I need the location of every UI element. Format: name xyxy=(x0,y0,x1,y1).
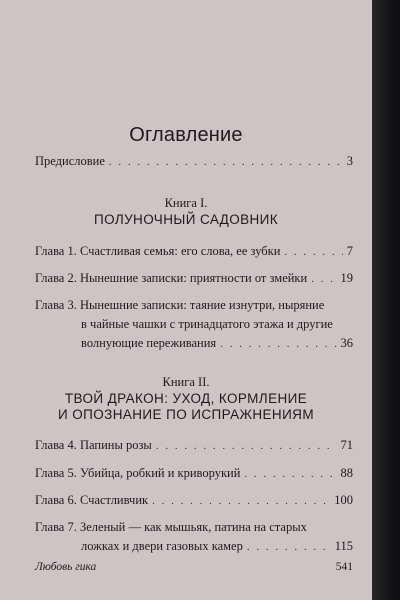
toc-entry-label: Глава 5. Убийца, робкий и криворукий xyxy=(35,466,241,480)
toc-page-number: 19 xyxy=(340,271,353,285)
toc-entry-label: Глава 4. Папины розы xyxy=(35,438,152,452)
dot-leader xyxy=(284,246,342,258)
page-title: Оглавление xyxy=(129,124,243,146)
dot-leader xyxy=(311,273,336,285)
book-title-line: ПОЛУНОЧНЫЙ САДОВНИК xyxy=(93,212,279,227)
toc-entry-chapter-3-line-1[interactable] xyxy=(35,298,353,313)
toc-page-number: 100 xyxy=(334,493,353,507)
toc-page-number: 115 xyxy=(334,539,353,553)
toc-entry-preface[interactable] xyxy=(35,154,353,169)
toc-entry-label: Глава 7. Зеленый — как мышьяк, патина на старых xyxy=(35,520,307,534)
toc-entry-label: волнующие переживания xyxy=(81,336,217,350)
toc-entry-chapter-3-line-3[interactable] xyxy=(81,336,353,351)
toc-entry-chapter-1[interactable] xyxy=(35,244,353,259)
toc-page-number: 7 xyxy=(346,244,353,258)
toc-entry-label: Глава 1. Счастливая семья: его слова, ее зубки xyxy=(35,244,281,258)
toc-entry-label: в чайные чашки с тринадцатого этажа и другие xyxy=(81,317,333,331)
dot-leader xyxy=(156,440,337,452)
toc-entry-chapter-6[interactable] xyxy=(35,493,353,508)
toc-entry-label: ложках и двери газовых камер xyxy=(81,539,243,553)
book-label: Книга II. xyxy=(162,375,210,389)
book-title-line: ТВОЙ ДРАКОН: УХОД, КОРМЛЕНИЕ xyxy=(64,391,308,406)
toc-entry-label: Глава 3. Нынешние записки: таяние изнутри, ныряние xyxy=(35,298,325,312)
toc-entry-label: Глава 6. Счастливчик xyxy=(35,493,149,507)
toc-page-number: 3 xyxy=(346,154,353,168)
dot-leader xyxy=(152,495,330,507)
toc-page-number: 36 xyxy=(340,336,353,350)
toc-entry-label: Глава 2. Нынешние записки: приятности от змейки xyxy=(35,271,308,285)
running-footer-title: Любовь гика xyxy=(35,561,97,573)
toc-page-number: 71 xyxy=(340,438,353,452)
toc-entry-chapter-3-line-2[interactable] xyxy=(81,317,353,332)
toc-entry-chapter-4[interactable] xyxy=(35,438,353,453)
toc-entry-chapter-7-line-2[interactable] xyxy=(81,539,353,554)
folio-page-number: 541 xyxy=(335,561,353,573)
book-label: Книга I. xyxy=(164,196,208,210)
toc-entry-chapter-5[interactable] xyxy=(35,466,353,481)
toc-entry-label: Предисловие xyxy=(35,154,105,168)
toc-page-number: 88 xyxy=(340,466,353,480)
dot-leader xyxy=(244,468,336,480)
book-title-line: И ОПОЗНАНИЕ ПО ИСПРАЖНЕНИЯМ xyxy=(58,407,314,422)
book-gutter-shadow xyxy=(372,0,400,600)
toc-entry-chapter-7-line-1[interactable] xyxy=(35,520,353,535)
dot-leader xyxy=(220,338,336,350)
dot-leader xyxy=(247,541,331,553)
toc-entry-chapter-2[interactable] xyxy=(35,271,353,286)
dot-leader xyxy=(109,156,343,168)
